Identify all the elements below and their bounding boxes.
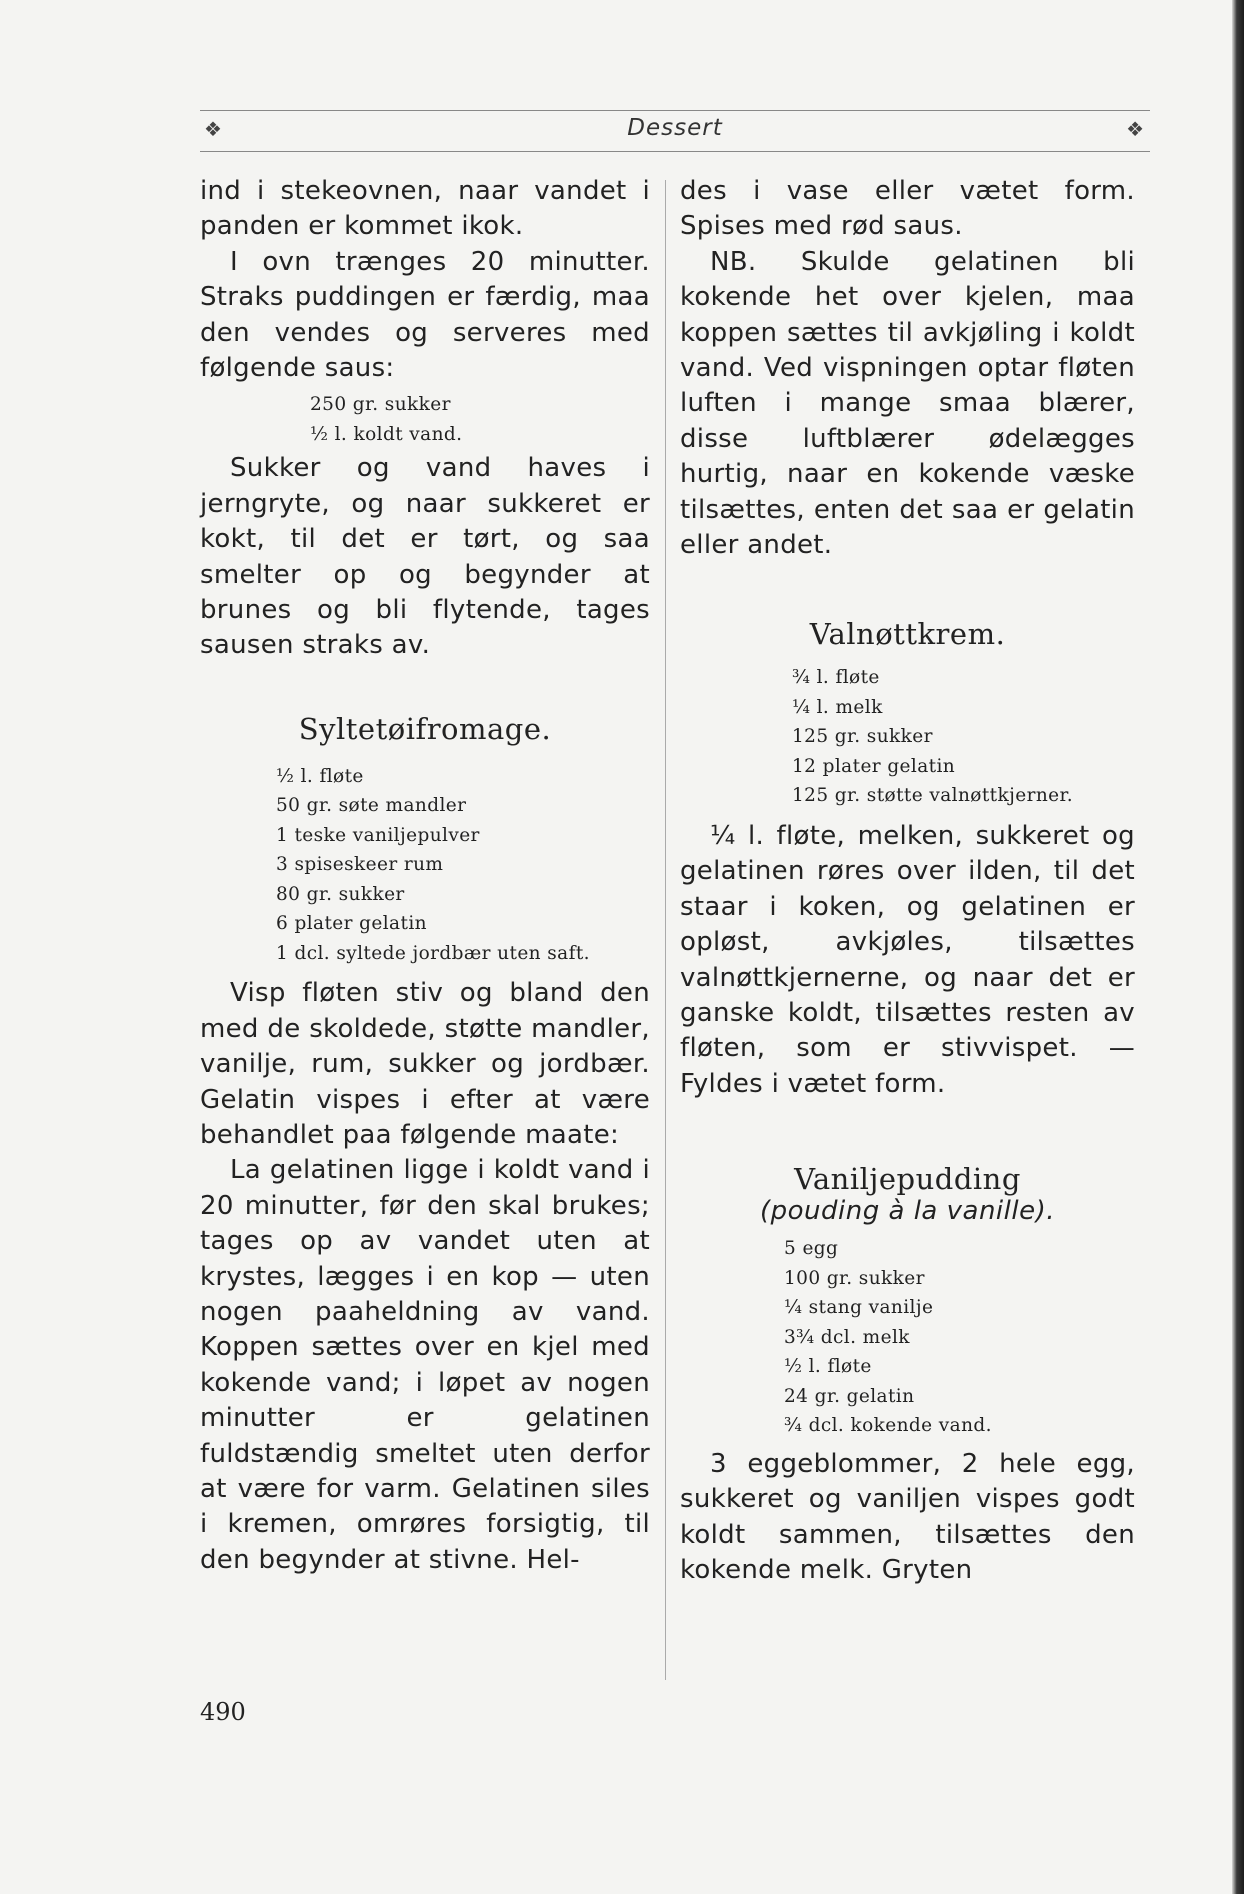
column-divider — [665, 180, 666, 1680]
vanilje-ingredient-list — [784, 1234, 1135, 1441]
list-item: 125 gr. sukker — [792, 726, 933, 748]
page-number: 490 — [200, 1698, 246, 1726]
list-item: 3¾ dcl. melk — [784, 1326, 910, 1348]
list-item: 80 gr. sukker — [276, 883, 405, 905]
recipe-title-syltetoifromage: Syltetøifromage. — [298, 711, 552, 746]
paragraph: Sukker og vand haves i jerngryte, og naar sukkeret er kokt, til det er tørt, og saa smelter op og begynder at brunes og bli flytende, tages sausen straks av. — [200, 453, 650, 661]
paragraph: NB. Skulde gelatinen bli kokende het over kjelen, maa koppen sættes til avkjøling i koldt vand. Ved vispningen optar fløten luften i mange smaa blærer, disse luftblærer ødelægges hurtig, naar en kokende væske tilsættes, enten det saa er gelatin eller andet. — [680, 246, 1135, 561]
recipe-subtitle: (pouding à la vanille). — [760, 1196, 1055, 1227]
list-item: 50 gr. søte mandler — [276, 795, 467, 817]
left-column — [200, 174, 650, 1578]
list-item: 125 gr. støtte valnøttkjerner. — [792, 785, 1073, 807]
list-item: 250 gr. sukker — [310, 394, 451, 416]
running-title: Dessert — [627, 115, 723, 141]
running-header — [200, 110, 1150, 152]
paragraph: des i vase eller vætet form. Spises med rød saus. — [680, 176, 1135, 242]
list-item: 1 dcl. syltede jordbær uten saft. — [276, 942, 590, 964]
paragraph: ¼ l. fløte, melken, sukkeret og gelatinen røres over ilden, til det staar i koken, og gelatinen er opløst, avkjøles, tilsættes valnøttkjernerne, og naar det er ganske koldt, tilsættes resten av fløten, som er stivvispet. — Fyldes i vætet form. — [680, 820, 1135, 1099]
list-item: 24 gr. gelatin — [784, 1385, 915, 1407]
saus-ingredient-list — [310, 390, 650, 449]
recipe-title-valnottkrem: Valnøttkrem. — [809, 617, 1006, 652]
list-item: 3 spiseskeer rum — [276, 854, 444, 876]
paragraph: Visp fløten stiv og bland den med de skoldede, støtte mandler, vanilje, rum, sukker og jordbær. Gelatin vispes i efter at være behandlet paa følgende maate: — [200, 978, 650, 1150]
list-item: ¾ l. fløte — [792, 667, 880, 689]
paragraph: I ovn trænges 20 minutter. Straks puddingen er færdig, maa den vendes og serveres med følgende saus: — [200, 246, 650, 384]
list-item: ¼ stang vanilje — [784, 1297, 934, 1319]
paragraph: 3 eggeblommer, 2 hele egg, sukkeret og vaniljen vispes godt koldt sammen, tilsættes den kokende melk. Gryten — [680, 1448, 1135, 1585]
paragraph: ind i stekeovnen, naar vandet i panden er kommet ikok. — [200, 176, 650, 242]
list-item: ½ l. fløte — [276, 765, 364, 787]
list-item: ½ l. koldt vand. — [310, 423, 463, 445]
ornament-right-icon: ❖ — [1126, 117, 1144, 141]
list-item: 1 teske vaniljepulver — [276, 824, 480, 846]
list-item: 5 egg — [784, 1238, 839, 1260]
list-item: ½ l. fløte — [784, 1356, 872, 1378]
valnot-ingredient-list — [792, 663, 1135, 811]
sylte-ingredient-list — [276, 762, 650, 969]
list-item: 100 gr. sukker — [784, 1267, 925, 1289]
list-item: ¼ l. melk — [792, 696, 883, 718]
list-item: 6 plater gelatin — [276, 913, 427, 935]
ornament-left-icon: ❖ — [204, 117, 222, 141]
paragraph: La gelatinen ligge i koldt vand i 20 minutter, før den skal brukes; tages op av vandet uten at krystes, lægges i en kop — uten nogen paaheldning av vand. Koppen sættes over en kjel med kokende vand; i løpet av nogen minutter er gelatinen fuldstændig smeltet uten derfor at være for varm. Gelatinen siles i kremen, omrøres forsigtig, til den begynder at stivne. Hel- — [200, 1155, 650, 1575]
page-edge — [1232, 0, 1244, 1894]
list-item: 12 plater gelatin — [792, 755, 956, 777]
right-column — [680, 174, 1135, 1588]
recipe-title-vaniljepudding: Vaniljepudding — [794, 1162, 1021, 1197]
list-item: ¾ dcl. kokende vand. — [784, 1415, 992, 1437]
